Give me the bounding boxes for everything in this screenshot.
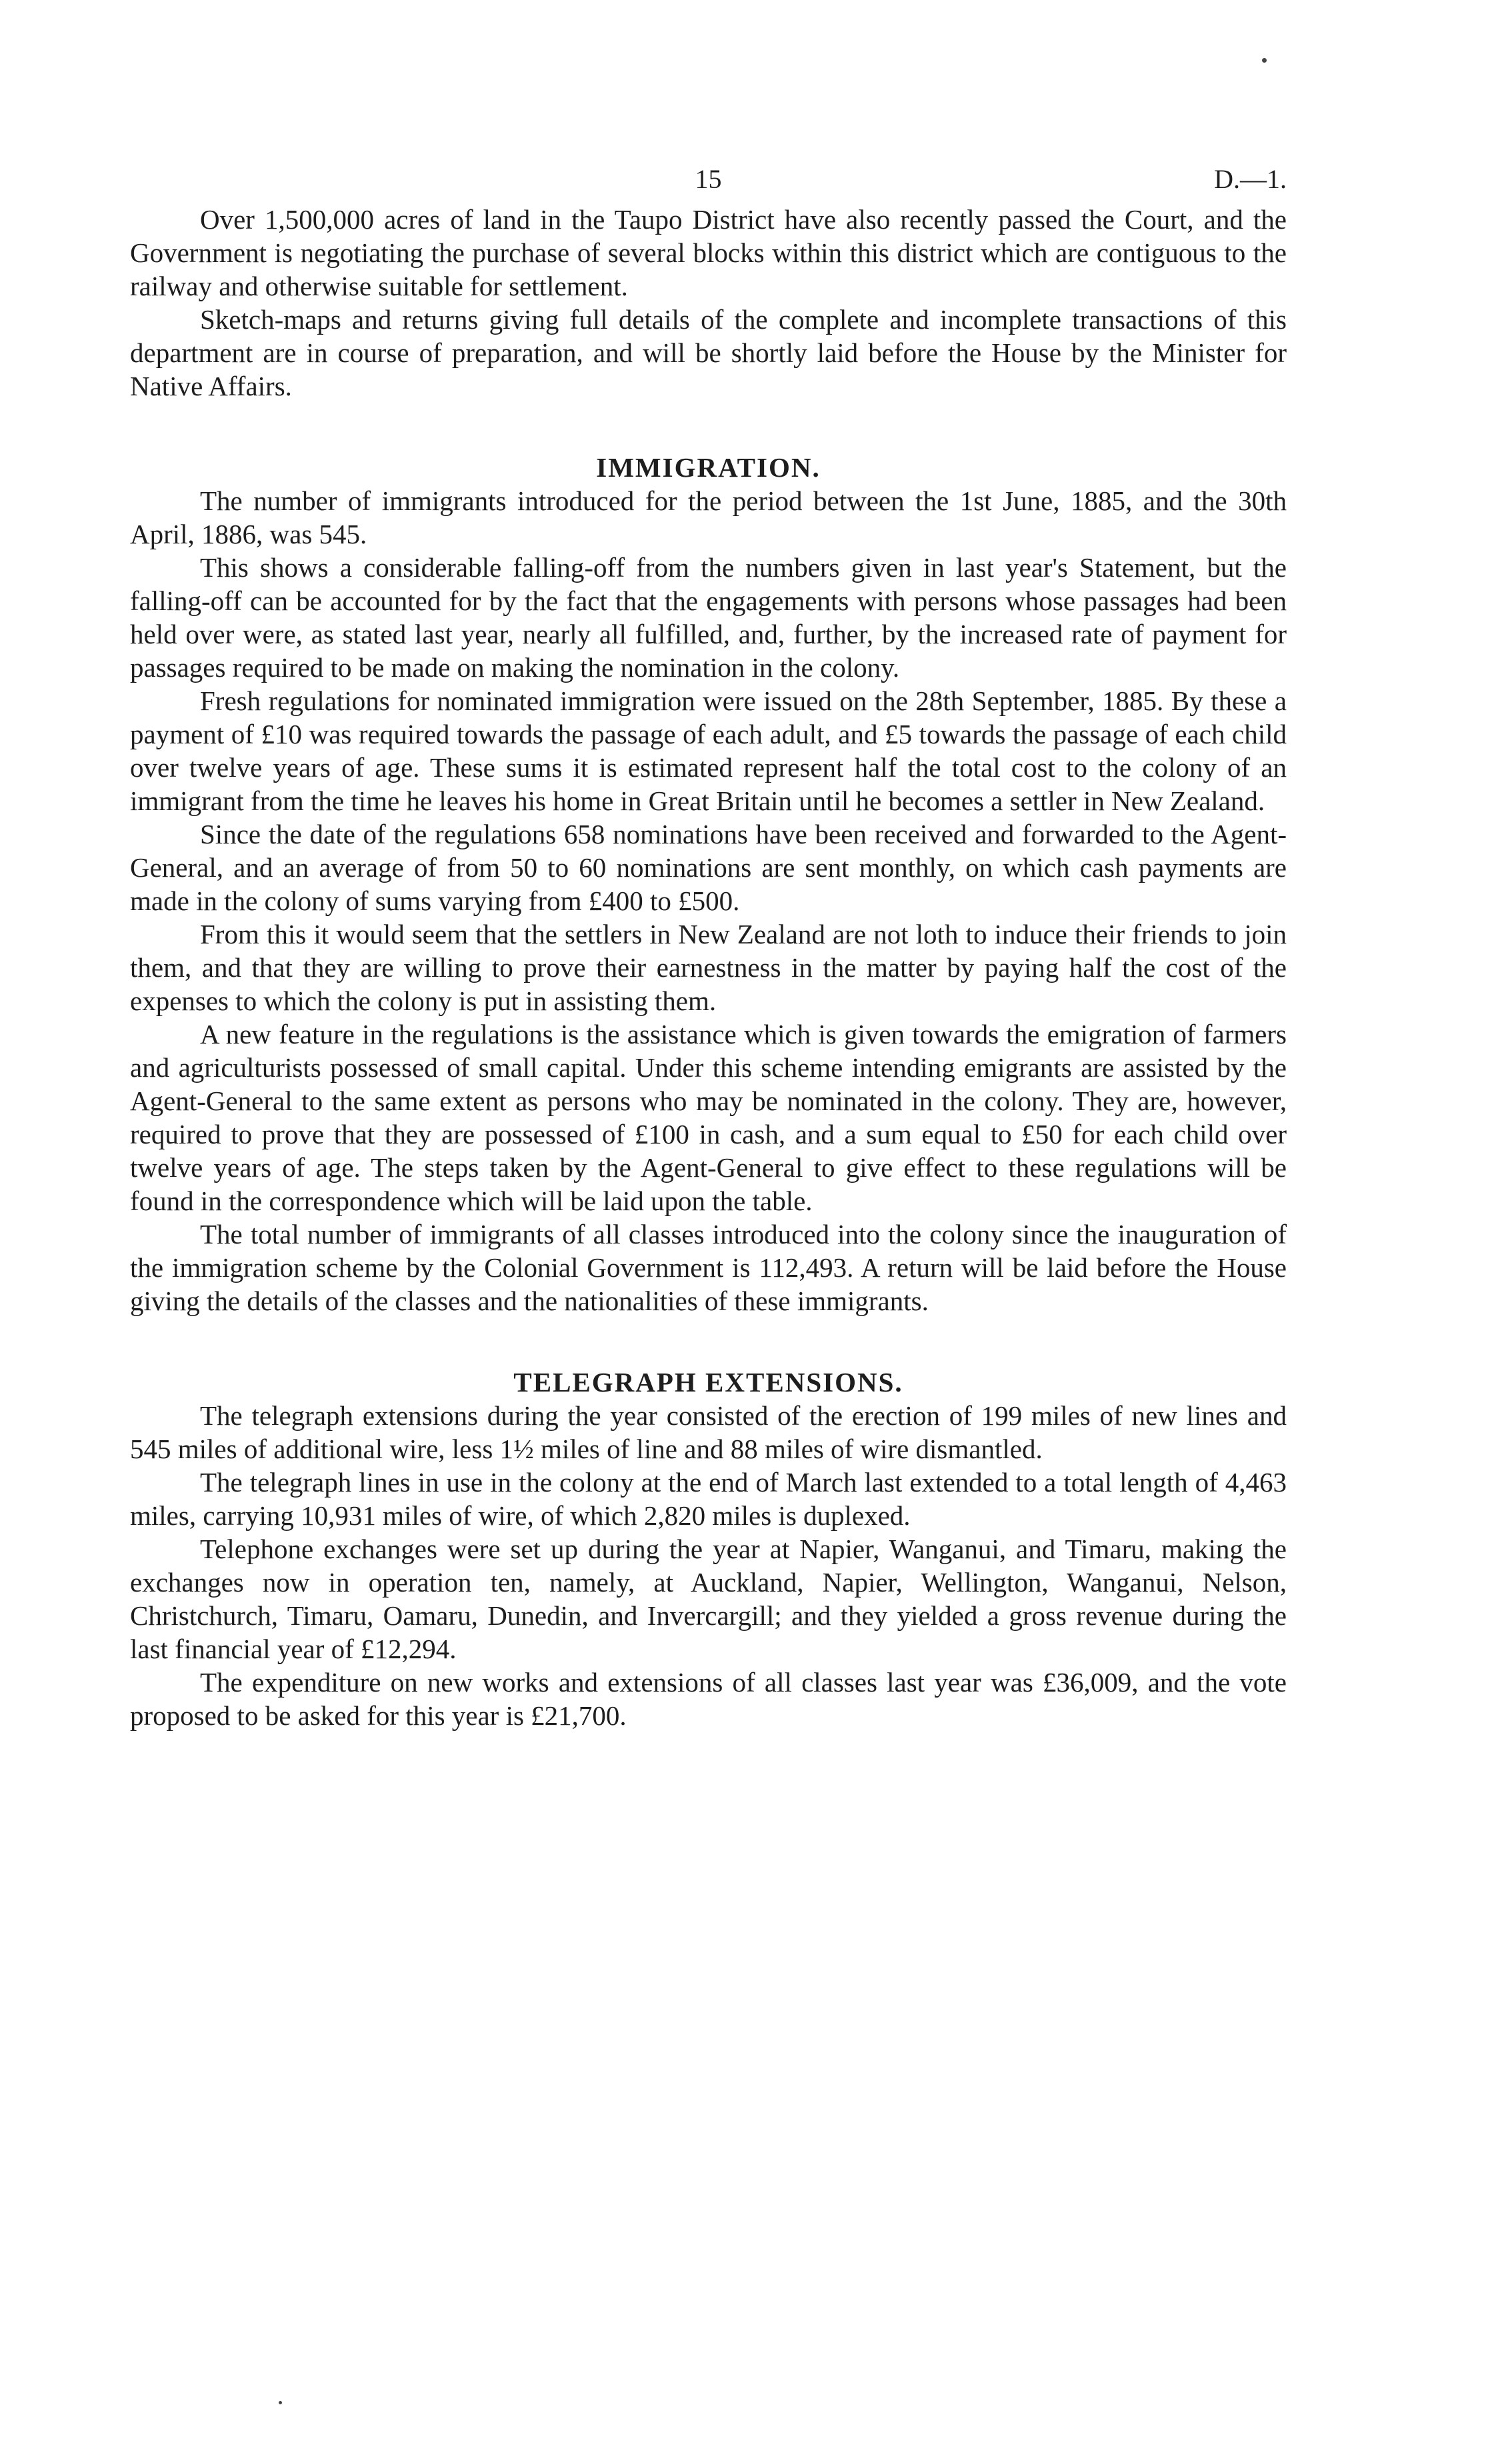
paragraph: The telegraph lines in use in the colony at the end of March last extended to a total length of 4,463 miles, carrying 10,931 miles of wire, of which 2,820 miles is duplexed. (130, 1467, 1287, 1531)
paragraph: The number of immigrants introduced for the period between the 1st June, 1885, and the 30th April, 1886, was 545. (130, 485, 1287, 549)
page-number: 15 (695, 164, 722, 194)
section-heading-telegraph: TELEGRAPH EXTENSIONS. (513, 1367, 903, 1398)
section-heading-immigration: IMMIGRATION. (596, 452, 821, 483)
document-page (130, 160, 1287, 1732)
paragraph: A new feature in the regulations is the assistance which is given towards the emigration of farmers and agriculturists possessed of small capital. Under this scheme intending emigrants are assisted by the Agent-General to the same extent as persons who may be nominated in the colony. They are, however, required to prove that they are possessed of £100 in cash, and a sum equal to £50 for each child over twelve years of age. The steps taken by the Agent-General to give effect to these regulations will be found in the correspondence which will be laid upon the table. (130, 1019, 1287, 1216)
telegraph-section (130, 1366, 1287, 1732)
page-header (130, 160, 1287, 199)
document-reference: D.—1. (1214, 164, 1287, 194)
page-speck (279, 2401, 282, 2404)
immigration-section (130, 451, 1287, 1318)
intro-section (130, 203, 1287, 403)
paragraph: Fresh regulations for nominated immigration were issued on the 28th September, 1885. By these a payment of £10 was required towards the passage of each adult, and £5 towards the passage of each child over twelve years of age. These sums it is estimated represent half the total cost to the colony of an immigrant from the time he leaves his home in Great Britain until he becomes a settler in New Zealand. (130, 685, 1287, 816)
paragraph: From this it would seem that the settlers in New Zealand are not loth to induce their friends to join them, and that they are willing to prove their earnestness in the matter by paying half the cost of the expenses to which the colony is put in assisting them. (130, 919, 1287, 1016)
paragraph: Telephone exchanges were set up during the year at Napier, Wanganui, and Timaru, making the exchanges now in operation ten, namely, at Auckland, Napier, Wellington, Wanganui, Nelson, Christchurch, Timaru, Oamaru, Dunedin, and Invercargill; and they yielded a gross revenue during the last financial year of £12,294. (130, 1534, 1287, 1664)
paragraph: The expenditure on new works and extensions of all classes last year was £36,009, and the vote proposed to be asked for this year is £21,700. (130, 1667, 1287, 1731)
paragraph: This shows a considerable falling-off from the numbers given in last year's Statement, but the falling-off can be accounted for by the fact that the engagements with persons whose passages had been held over were, as stated last year, nearly all fulfilled, and, further, by the increased rate of payment for passages required to be made on making the nomination in the colony. (130, 552, 1287, 683)
paragraph: Sketch-maps and returns giving full details of the complete and incomplete transactions of this department are in course of preparation, and will be shortly laid before the House by the Minister for Native Affairs. (130, 304, 1287, 401)
page-speck (1262, 58, 1267, 63)
paragraph: Over 1,500,000 acres of land in the Taupo District have also recently passed the Court, and the Government is negotiating the purchase of several blocks within this district which are contiguous to the railway and otherwise suitable for settlement. (130, 204, 1287, 301)
paragraph: The total number of immigrants of all classes introduced into the colony since the inauguration of the immigration scheme by the Colonial Government is 112,493. A return will be laid before the House giving the details of the classes and the nationalities of these immigrants. (130, 1219, 1287, 1316)
paragraph: The telegraph extensions during the year consisted of the erection of 199 miles of new lines and 545 miles of additional wire, less 1½ miles of line and 88 miles of wire dismantled. (130, 1400, 1287, 1464)
paragraph: Since the date of the regulations 658 nominations have been received and forwarded to the Agent-General, and an average of from 50 to 60 nominations are sent monthly, on which cash payments are made in the colony of sums varying from £400 to £500. (130, 819, 1287, 916)
